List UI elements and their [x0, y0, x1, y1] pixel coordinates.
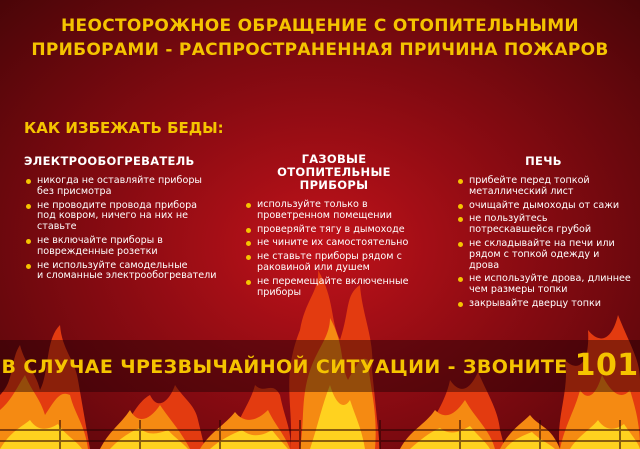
bullet-dot-icon	[458, 302, 463, 307]
list-item	[456, 274, 631, 296]
emergency-phone-number: 101	[574, 348, 639, 383]
list-item-line: не складывайте на печи или	[469, 237, 615, 249]
list-item-line: не используйте самодельные	[37, 259, 188, 271]
list-item-line: рядом с топкой одежду и дрова	[469, 248, 600, 271]
list-item-line: очищайте дымоходы от сажи	[469, 199, 620, 211]
list-item-line: проверяйте тягу в дымоходе	[257, 223, 405, 235]
poster-title	[0, 14, 640, 62]
list-item	[456, 214, 631, 236]
list-item	[456, 201, 631, 212]
list-item-line: раковиной или душем	[257, 261, 370, 273]
column-heading-line: ПРИБОРЫ	[299, 178, 369, 192]
bullet-dot-icon	[26, 204, 31, 209]
bullet-dot-icon	[246, 280, 251, 285]
bullet-dot-icon	[246, 203, 251, 208]
column-heading	[456, 155, 631, 168]
list-item-line: закрывайте дверцу топки	[469, 297, 602, 309]
list-item-line: потрескавшейся грубой	[469, 224, 592, 236]
list-item	[24, 176, 224, 198]
column-heading-line: ГАЗОВЫЕ ОТОПИТЕЛЬНЫЕ	[277, 152, 391, 179]
bullet-dot-icon	[458, 204, 463, 209]
list-item	[244, 225, 424, 236]
emergency-banner-text: В СЛУЧАЕ ЧРЕЗВЫЧАЙНОЙ СИТУАЦИИ - ЗВОНИТЕ	[1, 356, 575, 378]
list-item-line: не включайте приборы в	[37, 234, 163, 246]
bullet-dot-icon	[26, 179, 31, 184]
tips-list	[24, 176, 224, 282]
tips-list	[456, 176, 631, 310]
list-item	[244, 238, 424, 249]
column-heading-line: ЭЛЕКТРООБОГРЕВАТЕЛЬ	[24, 154, 195, 168]
list-item-line: никогда не оставляйте приборы	[37, 175, 202, 186]
poster-title-line-2: ПРИБОРАМИ - РАСПРОСТРАНЕННАЯ ПРИЧИНА ПОЖАРОВ	[31, 40, 609, 60]
list-item	[456, 176, 631, 198]
list-item-line: поврежденные розетки	[37, 245, 158, 257]
list-item-line: без присмотра	[37, 185, 112, 197]
column-gas-heaters	[244, 153, 424, 301]
bullet-dot-icon	[246, 228, 251, 233]
list-item-line: не используйте дрова, длиннее	[469, 273, 631, 285]
poster-subtitle: КАК ИЗБЕЖАТЬ БЕДЫ:	[24, 119, 224, 137]
list-item-line: приборы	[257, 286, 302, 298]
list-item	[456, 239, 631, 271]
list-item-line: не чините их самостоятельно	[257, 237, 409, 249]
list-item-line: не ставьте приборы рядом с	[257, 251, 402, 263]
list-item-line: проветренном помещении	[257, 209, 393, 221]
bullet-dot-icon	[246, 255, 251, 260]
column-electric-heater	[24, 155, 224, 285]
list-item	[244, 277, 424, 299]
list-item-line: под ковром, ничего на них не ставьте	[37, 210, 189, 233]
list-item-line: не пользуйтесь	[469, 213, 548, 225]
bullet-dot-icon	[246, 241, 251, 246]
list-item-line: металлический лист	[469, 185, 574, 197]
column-heading-line: ПЕЧЬ	[525, 154, 562, 168]
list-item	[244, 252, 424, 274]
list-item-line: используйте только в	[257, 199, 368, 210]
list-item	[456, 299, 631, 310]
bullet-dot-icon	[458, 277, 463, 282]
list-item-line: и сломанные электрообогреватели	[37, 270, 217, 282]
list-item-line: не проводите провода прибора	[37, 199, 198, 211]
column-heading	[24, 155, 224, 168]
bullet-dot-icon	[26, 239, 31, 244]
list-item	[24, 236, 224, 258]
column-heading	[244, 153, 424, 192]
bullet-dot-icon	[458, 242, 463, 247]
bullet-dot-icon	[458, 179, 463, 184]
bullet-dot-icon	[458, 217, 463, 222]
poster-title-line-1: НЕОСТОРОЖНОЕ ОБРАЩЕНИЕ С ОТОПИТЕЛЬНЫМИ	[61, 16, 579, 36]
list-item-line: чем размеры топки	[469, 284, 568, 296]
list-item	[24, 261, 224, 283]
list-item-line: не перемещайте включенные	[257, 275, 409, 287]
list-item	[244, 200, 424, 222]
column-stove	[456, 155, 631, 313]
emergency-banner	[0, 346, 640, 387]
list-item-line: прибейте перед топкой	[469, 175, 590, 186]
bullet-dot-icon	[26, 264, 31, 269]
list-item	[24, 201, 224, 233]
tips-list	[244, 200, 424, 298]
